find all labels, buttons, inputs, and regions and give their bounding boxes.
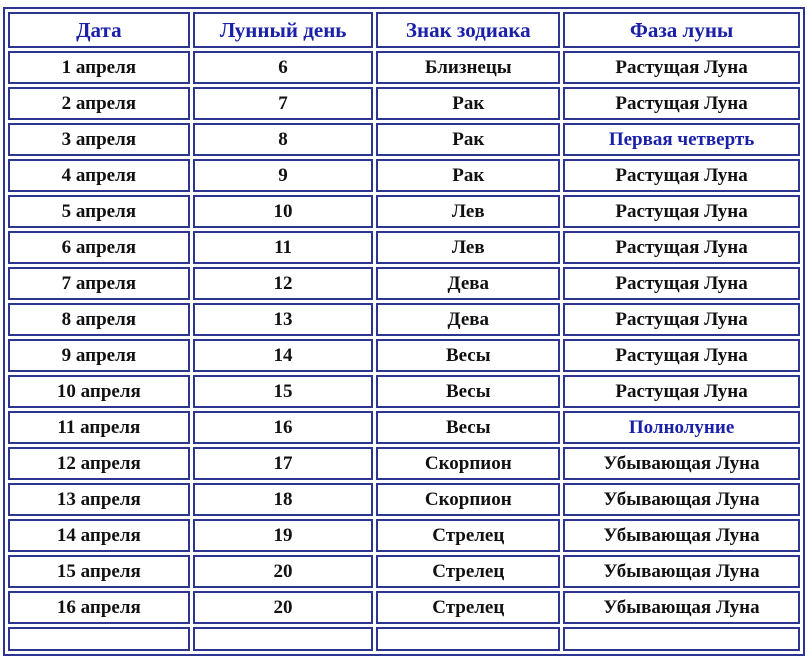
date-cell: 5 апреля [8, 195, 190, 228]
date-cell: 14 апреля [8, 519, 190, 552]
lunar-day-cell: 15 [193, 375, 374, 408]
header-moon-phase: Фаза луны [563, 12, 800, 48]
table-row-cut-off [8, 627, 800, 651]
zodiac-sign-cell: Рак [376, 87, 560, 120]
date-cell: 13 апреля [8, 483, 190, 516]
date-cell: 16 апреля [8, 591, 190, 624]
zodiac-sign-cell: Скорпион [376, 447, 560, 480]
zodiac-sign-cell: Дева [376, 303, 560, 336]
date-cell: 1 апреля [8, 51, 190, 84]
table-row [8, 123, 800, 156]
moon-phase-cell: Растущая Луна [563, 375, 800, 408]
date-cell: 12 апреля [8, 447, 190, 480]
table-row [8, 195, 800, 228]
lunar-day-cell: 13 [193, 303, 374, 336]
date-cell: 2 апреля [8, 87, 190, 120]
table-row [8, 375, 800, 408]
zodiac-sign-cell: Весы [376, 339, 560, 372]
lunar-calendar-table [3, 7, 805, 656]
table-row [8, 447, 800, 480]
table-row [8, 267, 800, 300]
zodiac-sign-cell: Весы [376, 411, 560, 444]
table-row [8, 87, 800, 120]
table-row [8, 411, 800, 444]
date-cell: 4 апреля [8, 159, 190, 192]
moon-phase-cell: Растущая Луна [563, 51, 800, 84]
moon-phase-cell: Растущая Луна [563, 267, 800, 300]
lunar-day-cell: 10 [193, 195, 374, 228]
empty-cell [8, 627, 190, 651]
moon-phase-cell: Полнолуние [563, 411, 800, 444]
moon-phase-cell: Убывающая Луна [563, 519, 800, 552]
table-row [8, 339, 800, 372]
lunar-day-cell: 14 [193, 339, 374, 372]
moon-phase-cell: Растущая Луна [563, 159, 800, 192]
table-row [8, 591, 800, 624]
lunar-day-cell: 16 [193, 411, 374, 444]
lunar-day-cell: 19 [193, 519, 374, 552]
moon-phase-cell: Растущая Луна [563, 339, 800, 372]
date-cell: 9 апреля [8, 339, 190, 372]
header-row [8, 12, 800, 48]
header-zodiac-sign: Знак зодиака [376, 12, 560, 48]
date-cell: 8 апреля [8, 303, 190, 336]
table-row [8, 555, 800, 588]
moon-phase-cell: Растущая Луна [563, 231, 800, 264]
zodiac-sign-cell: Близнецы [376, 51, 560, 84]
lunar-day-cell: 20 [193, 591, 374, 624]
table-body [8, 51, 800, 651]
table-row [8, 483, 800, 516]
moon-phase-cell: Убывающая Луна [563, 555, 800, 588]
table-row [8, 519, 800, 552]
moon-phase-cell: Растущая Луна [563, 195, 800, 228]
empty-cell [193, 627, 374, 651]
zodiac-sign-cell: Скорпион [376, 483, 560, 516]
moon-phase-cell: Убывающая Луна [563, 447, 800, 480]
table-row [8, 51, 800, 84]
zodiac-sign-cell: Весы [376, 375, 560, 408]
lunar-day-cell: 9 [193, 159, 374, 192]
table-row [8, 303, 800, 336]
moon-phase-cell: Убывающая Луна [563, 591, 800, 624]
header-date: Дата [8, 12, 190, 48]
zodiac-sign-cell: Лев [376, 195, 560, 228]
zodiac-sign-cell: Стрелец [376, 591, 560, 624]
zodiac-sign-cell: Стрелец [376, 555, 560, 588]
moon-phase-cell: Растущая Луна [563, 87, 800, 120]
lunar-day-cell: 12 [193, 267, 374, 300]
lunar-day-cell: 8 [193, 123, 374, 156]
lunar-day-cell: 18 [193, 483, 374, 516]
zodiac-sign-cell: Лев [376, 231, 560, 264]
table-row [8, 231, 800, 264]
date-cell: 11 апреля [8, 411, 190, 444]
empty-cell [376, 627, 560, 651]
lunar-day-cell: 6 [193, 51, 374, 84]
empty-cell [563, 627, 800, 651]
zodiac-sign-cell: Рак [376, 159, 560, 192]
zodiac-sign-cell: Стрелец [376, 519, 560, 552]
moon-phase-cell: Первая четверть [563, 123, 800, 156]
moon-phase-cell: Убывающая Луна [563, 483, 800, 516]
zodiac-sign-cell: Дева [376, 267, 560, 300]
header-lunar-day: Лунный день [193, 12, 374, 48]
date-cell: 15 апреля [8, 555, 190, 588]
date-cell: 10 апреля [8, 375, 190, 408]
zodiac-sign-cell: Рак [376, 123, 560, 156]
lunar-day-cell: 7 [193, 87, 374, 120]
lunar-day-cell: 11 [193, 231, 374, 264]
date-cell: 3 апреля [8, 123, 190, 156]
table-row [8, 159, 800, 192]
moon-phase-cell: Растущая Луна [563, 303, 800, 336]
date-cell: 6 апреля [8, 231, 190, 264]
lunar-day-cell: 17 [193, 447, 374, 480]
date-cell: 7 апреля [8, 267, 190, 300]
lunar-day-cell: 20 [193, 555, 374, 588]
